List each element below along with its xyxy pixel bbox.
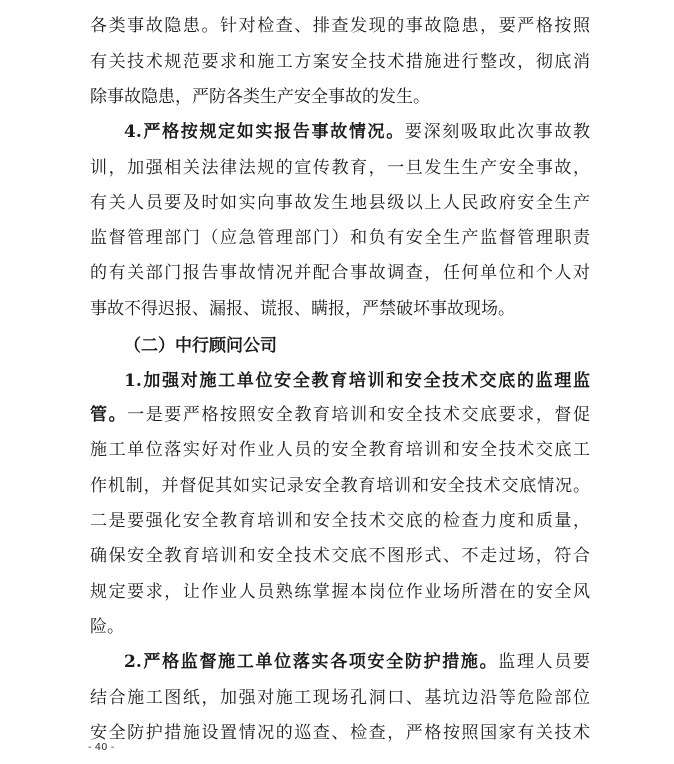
paragraph-line: 监督管理部门（应急管理部门）和负有安全生产监督管理职责: [90, 228, 590, 248]
paragraph-line: 结合施工图纸，加强对施工现场孔洞口、基坑边沿等危险部位: [90, 688, 590, 708]
item-text: 监理人员要: [498, 652, 590, 672]
item-title: 4.严格按规定如实报告事故情况。: [124, 122, 405, 142]
paragraph-line: 作机制，并督促其如实记录安全教育培训和安全技术交底情况。: [90, 476, 590, 496]
paragraph-line: [90, 400, 590, 430]
paragraph-line: 确保安全教育培训和安全技术交底不图形式、不走过场，符合: [90, 546, 590, 566]
item-text: 要深刻吸取此次事故教: [404, 122, 590, 142]
paragraph-line: [124, 117, 590, 147]
item-title: 管。: [90, 405, 128, 425]
paragraph-line: 各类事故隐患。针对检查、排查发现的事故隐患，要严格按照: [90, 16, 590, 36]
paragraph-line: [124, 647, 590, 677]
item-title: 1.加强对施工单位安全教育培训和安全技术交底的监理监: [124, 371, 590, 391]
item-title: 2.严格监督施工单位落实各项安全防护措施。: [124, 652, 499, 672]
paragraph-line: 施工单位落实好对作业人员的安全教育培训和安全技术交底工: [90, 440, 590, 460]
paragraph-line: 安全防护措施设置情况的巡查、检查，严格按照国家有关技术: [90, 723, 590, 743]
paragraph-line: 二是要强化安全教育培训和安全技术交底的检查力度和质量，: [90, 511, 590, 531]
paragraph-line: 有关人员要及时如实向事故发生地县级以上人民政府安全生产: [90, 193, 590, 213]
paragraph-line: 规定要求，让作业人员熟练掌握本岗位作业场所潜在的安全风: [90, 582, 590, 602]
paragraph-line: 训，加强相关法律法规的宣传教育，一旦发生生产安全事故，: [90, 158, 590, 178]
paragraph-line: 有关技术规范要求和施工方案安全技术措施进行整改，彻底消: [90, 52, 590, 72]
item-text: 一是要严格按照安全教育培训和安全技术交底要求，督促: [127, 405, 590, 425]
section-heading: （二）中行顾问公司: [124, 336, 277, 356]
paragraph-line: 险。: [90, 617, 124, 637]
page-number: - 40 -: [88, 742, 115, 753]
paragraph-line: 除事故隐患，严防各类生产安全事故的发生。: [90, 87, 430, 107]
paragraph-line: 事故不得迟报、漏报、谎报、瞒报，严禁破坏事故现场。: [90, 299, 515, 319]
paragraph-line: 的有关部门报告事故情况并配合事故调查，任何单位和个人对: [90, 263, 590, 283]
